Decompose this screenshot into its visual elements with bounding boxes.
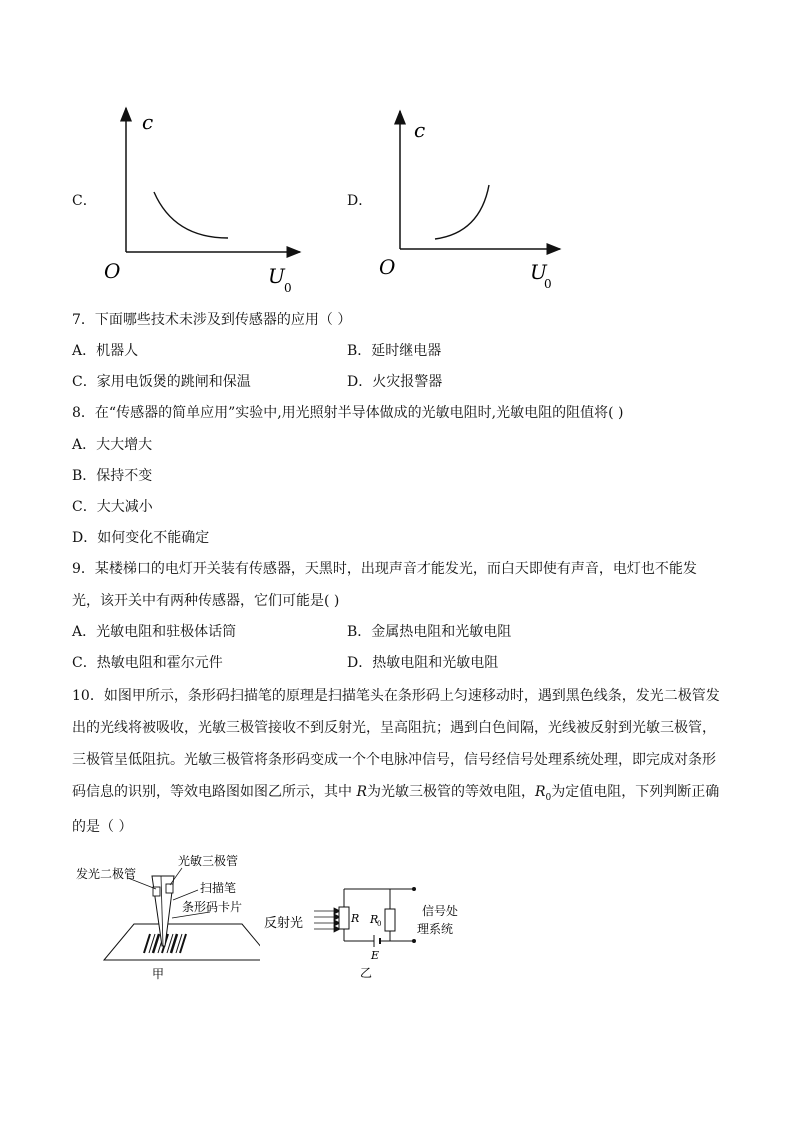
graph-d-x-sub: 0: [544, 277, 552, 291]
q10-symbol-r0: R: [535, 784, 546, 800]
q10-symbol-r: R: [356, 784, 367, 800]
q7-option-d: D．火灾报警器: [347, 374, 443, 390]
graph-d: [372, 105, 582, 295]
graph-d-origin: O: [379, 255, 396, 279]
graph-c-x-sub: 0: [284, 281, 292, 295]
caption-jia: 甲: [152, 967, 165, 981]
q8-option-c: C．大大减小: [72, 499, 153, 515]
resistor-r0: [385, 909, 395, 931]
label-e: E: [371, 949, 380, 962]
phototransistor-component: [166, 884, 173, 893]
q9-option-a: A．光敏电阻和驻极体话筒: [72, 624, 237, 640]
q8-option-a: A．大大增大: [72, 437, 153, 453]
graph-c-curve: [154, 192, 228, 238]
graph-d-x-label: U: [530, 260, 547, 284]
q9-option-d: D．热敏电阻和光敏电阻: [347, 655, 499, 671]
q10-stem-line4: [72, 782, 719, 808]
label-led: 发光二极管: [76, 867, 137, 881]
label-reflected-light: 反射光: [264, 916, 304, 931]
q10-line4-part-c: 为定值电阻，下列判断正确: [551, 784, 720, 800]
q10-stem-line2: 出的光线将被吸收，光敏三极管接收不到反射光，呈高阻抗；遇到白色间隔，光线被反射到光敏三极管，: [72, 720, 716, 736]
graph-c-x-label: U: [268, 264, 285, 288]
graph-c: [96, 100, 316, 300]
label-r: R: [351, 912, 360, 925]
q10-stem-line1: 10．如图甲所示，条形码扫描笔的原理是扫描笔头在条形码上匀速移动时，遇到黑色线条，发光二极管发: [72, 688, 720, 704]
label-r0-sub: 0: [377, 920, 382, 928]
q7-option-b: B．延时继电器: [347, 343, 442, 359]
graph-c-y-label: c: [142, 110, 154, 134]
q7-stem: 7．下面哪些技术未涉及到传感器的应用（ ）: [72, 312, 352, 328]
q9-stem-line2: 光，该开关中有两种传感器，它们可能是( ): [72, 593, 340, 609]
light-arrows: [314, 908, 340, 932]
barcode-card: [104, 924, 260, 960]
q10-line4-part-b: 为光敏三极管的等效电阻，: [367, 784, 535, 800]
terminal-bottom: [412, 939, 416, 943]
q9-stem-line1: 9．某楼梯口的电灯开关装有传感器，天黑时，出现声音才能发光，而白天即使有声音，电灯也不能发: [72, 561, 697, 577]
q8-option-d: D．如何变化不能确定: [72, 530, 210, 546]
label-signal-line1: 信号处: [422, 904, 459, 918]
terminal-top: [412, 887, 416, 891]
label-phototransistor: 光敏三极管: [178, 854, 239, 868]
figure-yi: [262, 875, 477, 985]
q8-option-b: B．保持不变: [72, 468, 153, 484]
q10-stem-line3: 三极管呈低阻抗。光敏三极管将条形码变成一个个电脉冲信号，信号经信号处理系统处理，即完成对条形: [72, 752, 716, 768]
q8-stem: 8．在“传感器的简单应用”实验中,用光照射半导体做成的光敏电阻时,光敏电阻的阻值将( ): [72, 405, 624, 421]
q10-symbol-r0-sub: 0: [545, 792, 552, 803]
q7-option-c: C．家用电饭煲的跳闸和保温: [72, 374, 251, 390]
graph-d-y-label: c: [414, 118, 426, 142]
option-c-label: C．: [72, 193, 97, 209]
label-signal-line2: 理系统: [417, 922, 454, 936]
q7-option-a: A．机器人: [72, 343, 139, 359]
q9-option-b: B．金属热电阻和光敏电阻: [347, 624, 512, 640]
caption-yi: 乙: [360, 966, 373, 980]
figure-jia: [70, 848, 260, 983]
q9-option-c: C．热敏电阻和霍尔元件: [72, 655, 223, 671]
label-scanner-pen: 扫描笔: [200, 881, 237, 895]
option-d-label: D．: [347, 193, 373, 209]
graph-d-curve: [435, 185, 489, 239]
graph-c-origin: O: [104, 259, 121, 283]
label-barcode-card: 条形码卡片: [182, 900, 243, 914]
q10-line4-part-a: 码信息的识别，等效电路图如图乙所示，其中: [72, 784, 357, 800]
resistor-r: [339, 907, 349, 929]
q10-stem-line5: 的是（ ）: [72, 819, 133, 835]
label-r0: R: [370, 913, 379, 926]
